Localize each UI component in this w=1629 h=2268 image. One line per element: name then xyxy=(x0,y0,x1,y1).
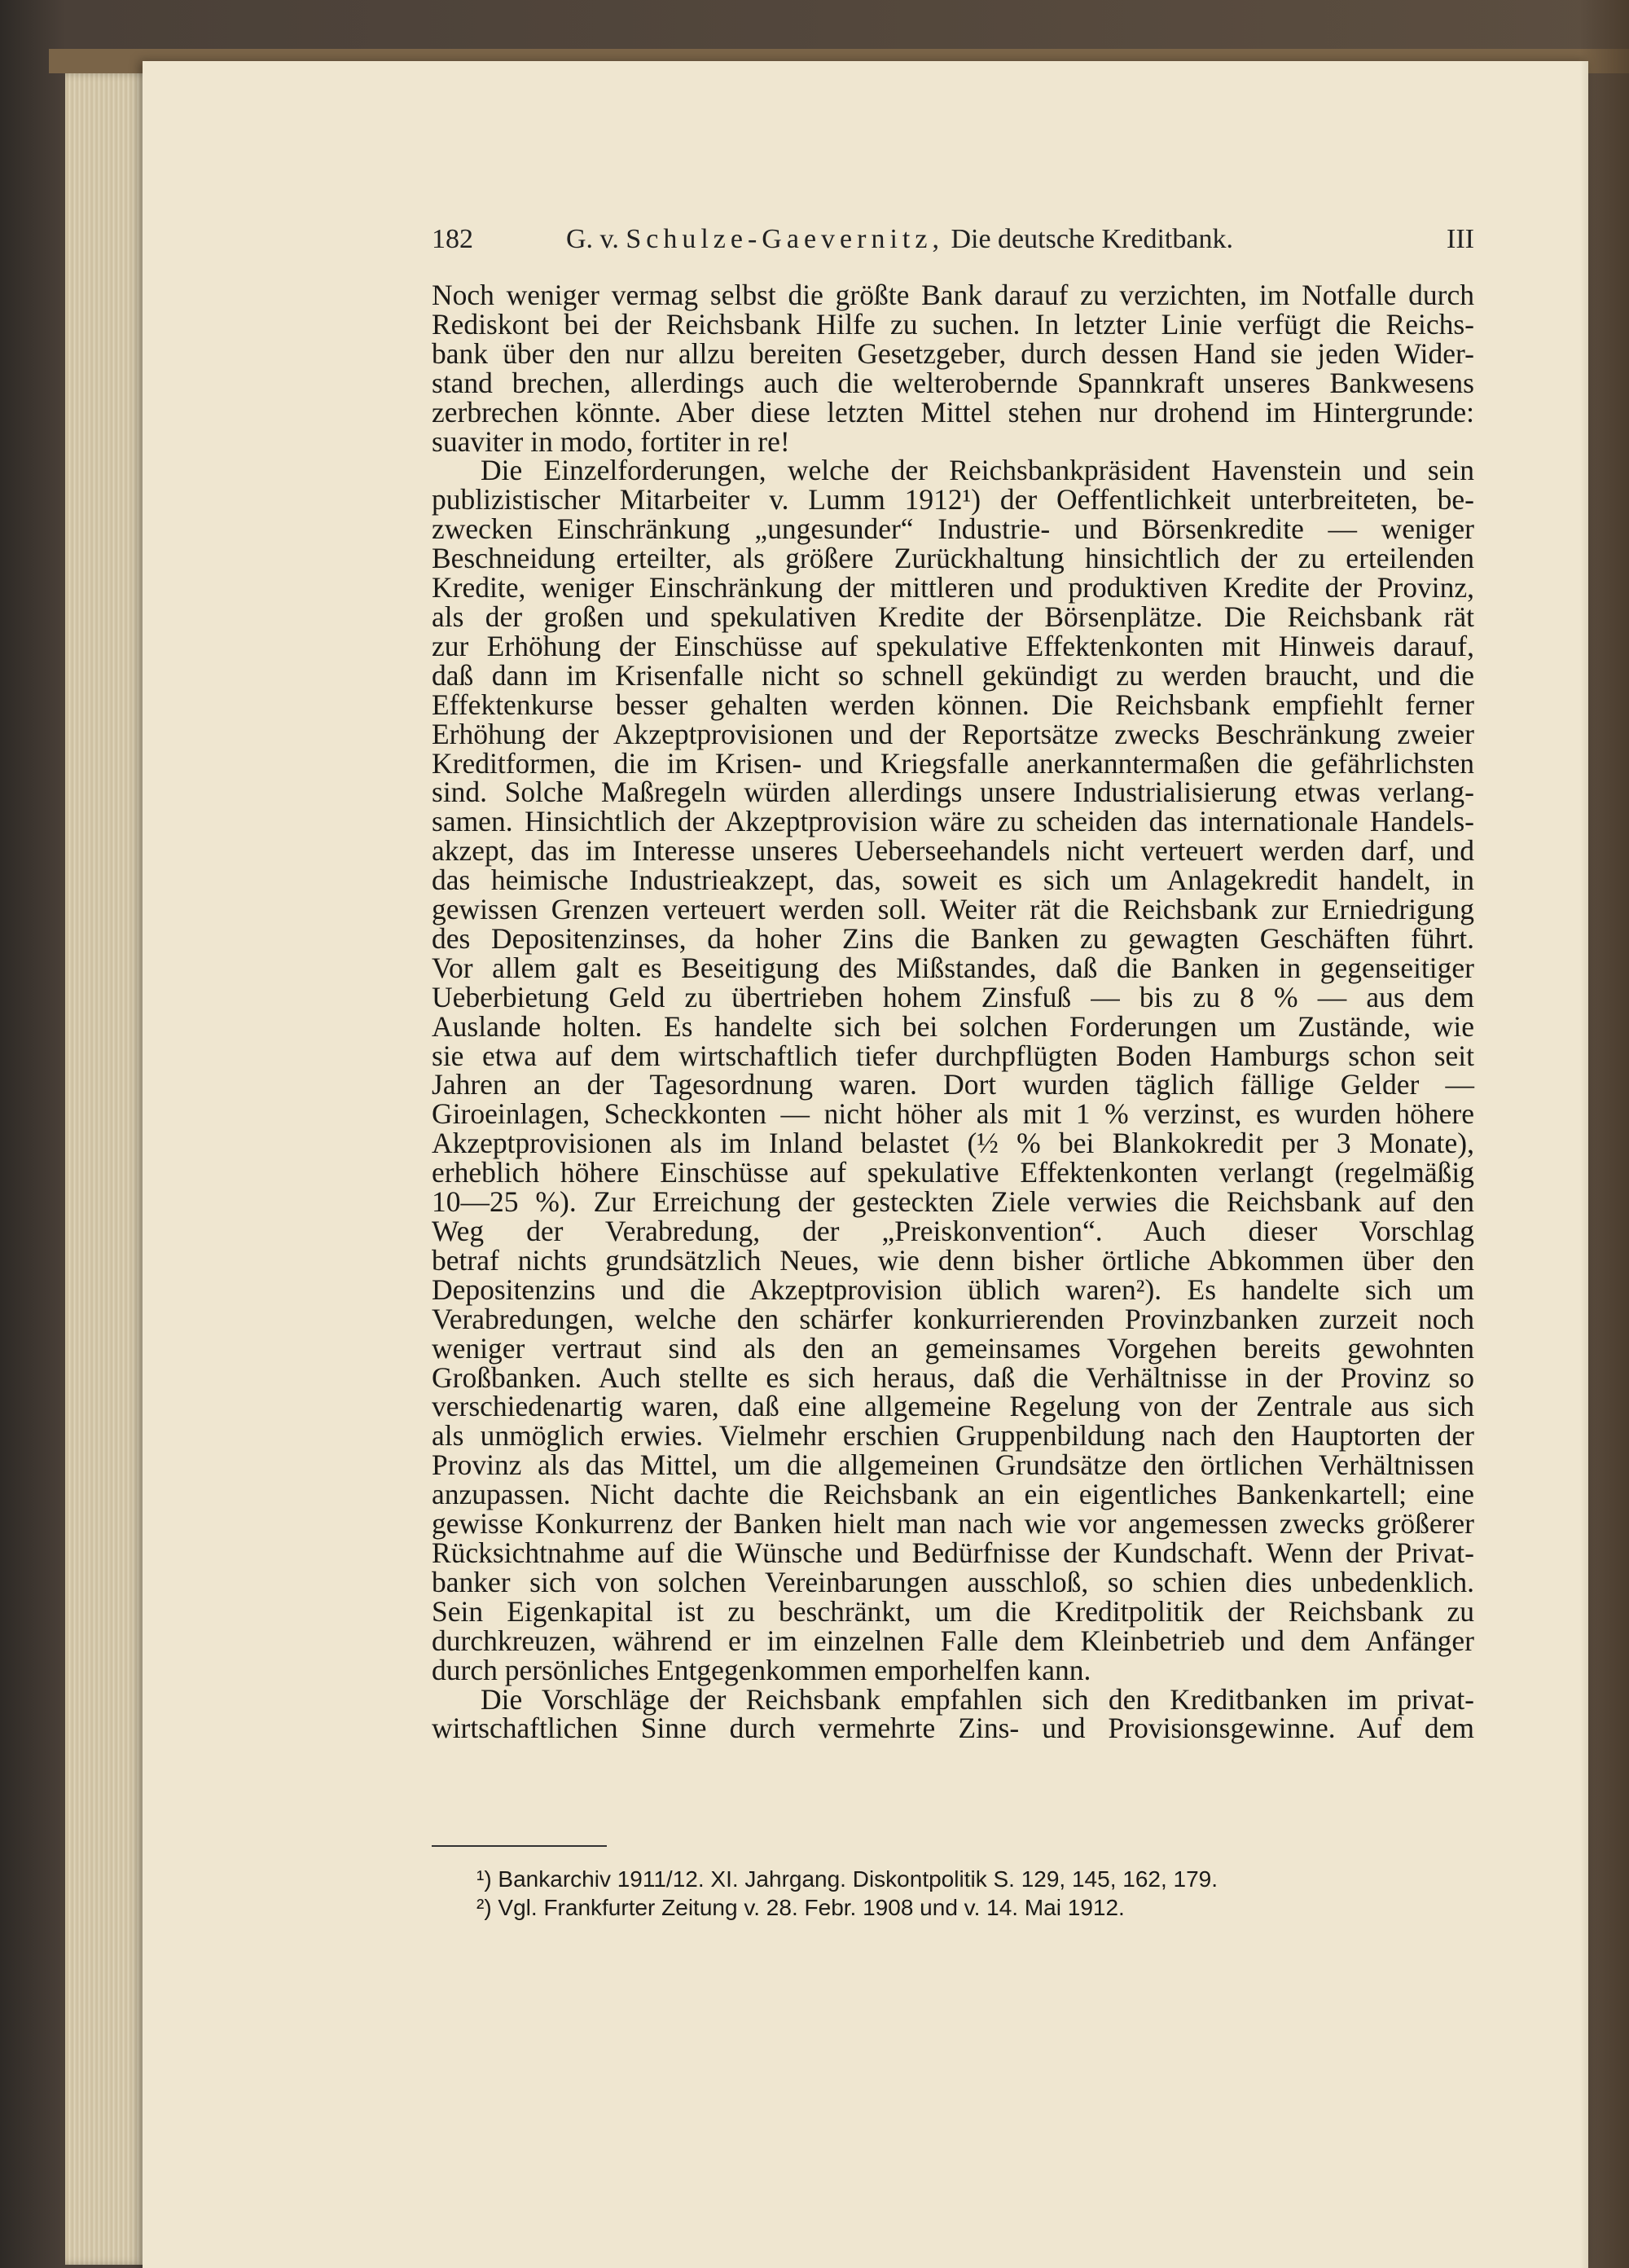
text-line: Kreditformen, die im Krisen- und Kriegsfalle anerkanntermaßen die gefährlichsten xyxy=(432,746,1474,780)
text-line: 10—25 %). Zur Erreichung der gesteckten Ziele verwies die Reichsbank auf den xyxy=(432,1185,1474,1219)
text-line: Verabredungen, welche den schärfer konkurrierenden Provinzbanken zurzeit noch xyxy=(432,1302,1474,1335)
text-line: weniger vertraut sind als den an gemeinsames Vorgehen bereits gewohnten xyxy=(432,1331,1474,1365)
title-text: Die deutsche Kreditbank. xyxy=(951,224,1233,254)
text-line: publizistischer Mitarbeiter v. Lumm 1912¹) der Oeffentlichkeit unterbreiteten, be- xyxy=(432,483,1474,516)
text-line: bank über den nur allzu bereiten Gesetzgeber, durch dessen Hand sie jeden Wider- xyxy=(432,336,1474,370)
running-header xyxy=(432,224,1474,265)
footnote: ¹) Bankarchiv 1911/12. XI. Jahrgang. Diskontpolitik S. 129, 145, 162, 179. xyxy=(476,1866,1218,1892)
text-line: gewisse Konkurrenz der Banken hielt man nach wie vor angemessen zwecks größerer xyxy=(432,1507,1474,1541)
page-number: 182 xyxy=(432,224,473,254)
text-line: daß dann im Krisenfalle nicht so schnell gekündigt zu werden braucht, und die xyxy=(432,658,1474,692)
text-line: Kredite, weniger Einschränkung der mittleren und produktiven Kredite der Provinz, xyxy=(432,571,1474,604)
text-line: Giroeinlagen, Scheckkonten — nicht höher als mit 1 % verzinst, es wurden höhere xyxy=(432,1097,1474,1131)
author-name: Schulze-Gaevernitz, xyxy=(626,224,944,254)
page-stack-edge xyxy=(65,73,155,2265)
footnote-rule xyxy=(432,1845,607,1847)
text-line: stand brechen, allerdings auch die welterobernde Spannkraft unseres Bankwesens xyxy=(432,366,1474,399)
text-line: betraf nichts grundsätzlich Neues, wie denn bisher örtliche Abkommen über den xyxy=(432,1243,1474,1277)
author-prefix: G. v. xyxy=(566,224,619,254)
text-line: wirtschaftlichen Sinne durch vermehrte Zins- und Provisionsgewinne. Auf dem xyxy=(432,1712,1474,1745)
text-line: das heimische Industrieakzept, das, soweit es sich um Anlagekredit handelt, in xyxy=(432,864,1474,897)
text-line: Depositenzins und die Akzeptprovision üblich waren²). Es handelte sich um xyxy=(432,1272,1474,1306)
running-title xyxy=(566,224,1233,255)
text-line: suaviter in modo, fortiter in re! xyxy=(432,424,790,458)
text-line: gewissen Grenzen verteuert werden soll. Weiter rät die Reichsbank zur Erniedrigung xyxy=(432,893,1474,926)
body-text xyxy=(432,281,1474,1743)
text-line: Beschneidung erteilter, als größere Zurückhaltung hinsichtlich der zu erteilenden xyxy=(432,542,1474,575)
text-line: verschiedenartig waren, daß eine allgemeine Regelung von der Zentrale aus sich xyxy=(432,1390,1474,1423)
text-line: Vor allem galt es Beseitigung des Mißstandes, daß die Banken in gegenseitiger xyxy=(432,951,1474,984)
text-line: Provinz als das Mittel, um die allgemeinen Grundsätze den örtlichen Verhältnissen xyxy=(432,1448,1474,1482)
text-line: durchkreuzen, während er im einzelnen Falle dem Kleinbetrieb und dem Anfänger xyxy=(432,1624,1474,1657)
text-line: Rücksichtnahme auf die Wünsche und Bedürfnisse der Kundschaft. Wenn der Privat- xyxy=(432,1536,1474,1569)
text-line: als unmöglich erwies. Vielmehr erschien Gruppenbildung nach den Hauptorten der xyxy=(432,1419,1474,1453)
text-line: durch persönliches Entgegenkommen emporhelfen kann. xyxy=(432,1653,1091,1686)
text-line: erheblich höhere Einschüsse auf spekulative Effektenkonten verlangt (regelmäßig xyxy=(432,1156,1474,1189)
text-line: als der großen und spekulativen Kredite der Börsenplätze. Die Reichsbank rät xyxy=(432,600,1474,633)
text-line: Auslande holten. Es handelte sich bei solchen Forderungen um Zustände, wie xyxy=(432,1009,1474,1043)
gutter-shadow xyxy=(1580,0,1629,2268)
text-line: Jahren an der Tagesordnung waren. Dort wurden täglich fällige Gelder — xyxy=(432,1068,1474,1101)
text-line: banker sich von solchen Vereinbarungen ausschloß, so schien dies unbedenklich. xyxy=(432,1565,1474,1598)
text-line: Die Einzelforderungen, welche der Reichsbankpräsident Havenstein und sein xyxy=(481,454,1474,487)
footnote: ²) Vgl. Frankfurter Zeitung v. 28. Febr. 1908 und v. 14. Mai 1912. xyxy=(476,1895,1125,1920)
text-line: Großbanken. Auch stellte es sich heraus, daß die Verhältnisse in der Provinz so xyxy=(432,1360,1474,1394)
text-line: sie etwa auf dem wirtschaftlich tiefer durchpflügten Boden Hamburgs schon seit xyxy=(432,1039,1474,1072)
text-line: akzept, das im Interesse unseres Ueberseehandels nicht verteuert werden darf, und xyxy=(432,834,1474,868)
text-line: zur Erhöhung der Einschüsse auf spekulative Effektenkonten mit Hinweis darauf, xyxy=(432,629,1474,662)
text-line: Sein Eigenkapital ist zu beschränkt, um die Kreditpolitik der Reichsbank zu xyxy=(432,1594,1474,1628)
text-line: anzupassen. Nicht dachte die Reichsbank an ein eigentliches Bankenkartell; eine xyxy=(432,1478,1474,1511)
text-line: Erhöhung der Akzeptprovisionen und der Reportsätze zwecks Beschränkung zweier xyxy=(432,717,1474,750)
text-line: sind. Solche Maßregeln würden allerdings unsere Industrialisierung etwas verlang- xyxy=(432,776,1474,809)
text-line: Noch weniger vermag selbst die größte Bank darauf zu verzichten, im Notfalle durch xyxy=(432,279,1474,311)
text-line: des Depositenzinses, da hoher Zins die Banken zu gewagten Geschäften führt. xyxy=(432,921,1474,955)
text-line: Effektenkurse besser gehalten werden können. Die Reichsbank empfiehlt ferner xyxy=(432,688,1474,721)
text-line: Ueberbietung Geld zu übertrieben hohem Zinsfuß — bis zu 8 % — aus dem xyxy=(432,980,1474,1013)
text-line: samen. Hinsichtlich der Akzeptprovision wäre zu scheiden das internationale Handels- xyxy=(432,805,1474,838)
text-line: zwecken Einschränkung „ungesunder“ Industrie- und Börsenkredite — weniger xyxy=(432,512,1474,546)
text-line: Akzeptprovisionen als im Inland belastet (½ % bei Blankokredit per 3 Monate), xyxy=(432,1127,1474,1160)
section-number: III xyxy=(1447,224,1474,254)
footnotes xyxy=(476,1865,1454,1922)
text-line: zerbrechen könnte. Aber diese letzten Mittel stehen nur drohend im Hintergrunde: xyxy=(432,395,1474,429)
text-line: Rediskont bei der Reichsbank Hilfe zu suchen. In letzter Linie verfügt die Reichs- xyxy=(432,307,1474,341)
text-line: Weg der Verabredung, der „Preiskonvention“. Auch dieser Vorschlag xyxy=(432,1215,1474,1247)
text-line: Die Vorschläge der Reichsbank empfahlen sich den Kreditbanken im privat- xyxy=(481,1682,1474,1716)
